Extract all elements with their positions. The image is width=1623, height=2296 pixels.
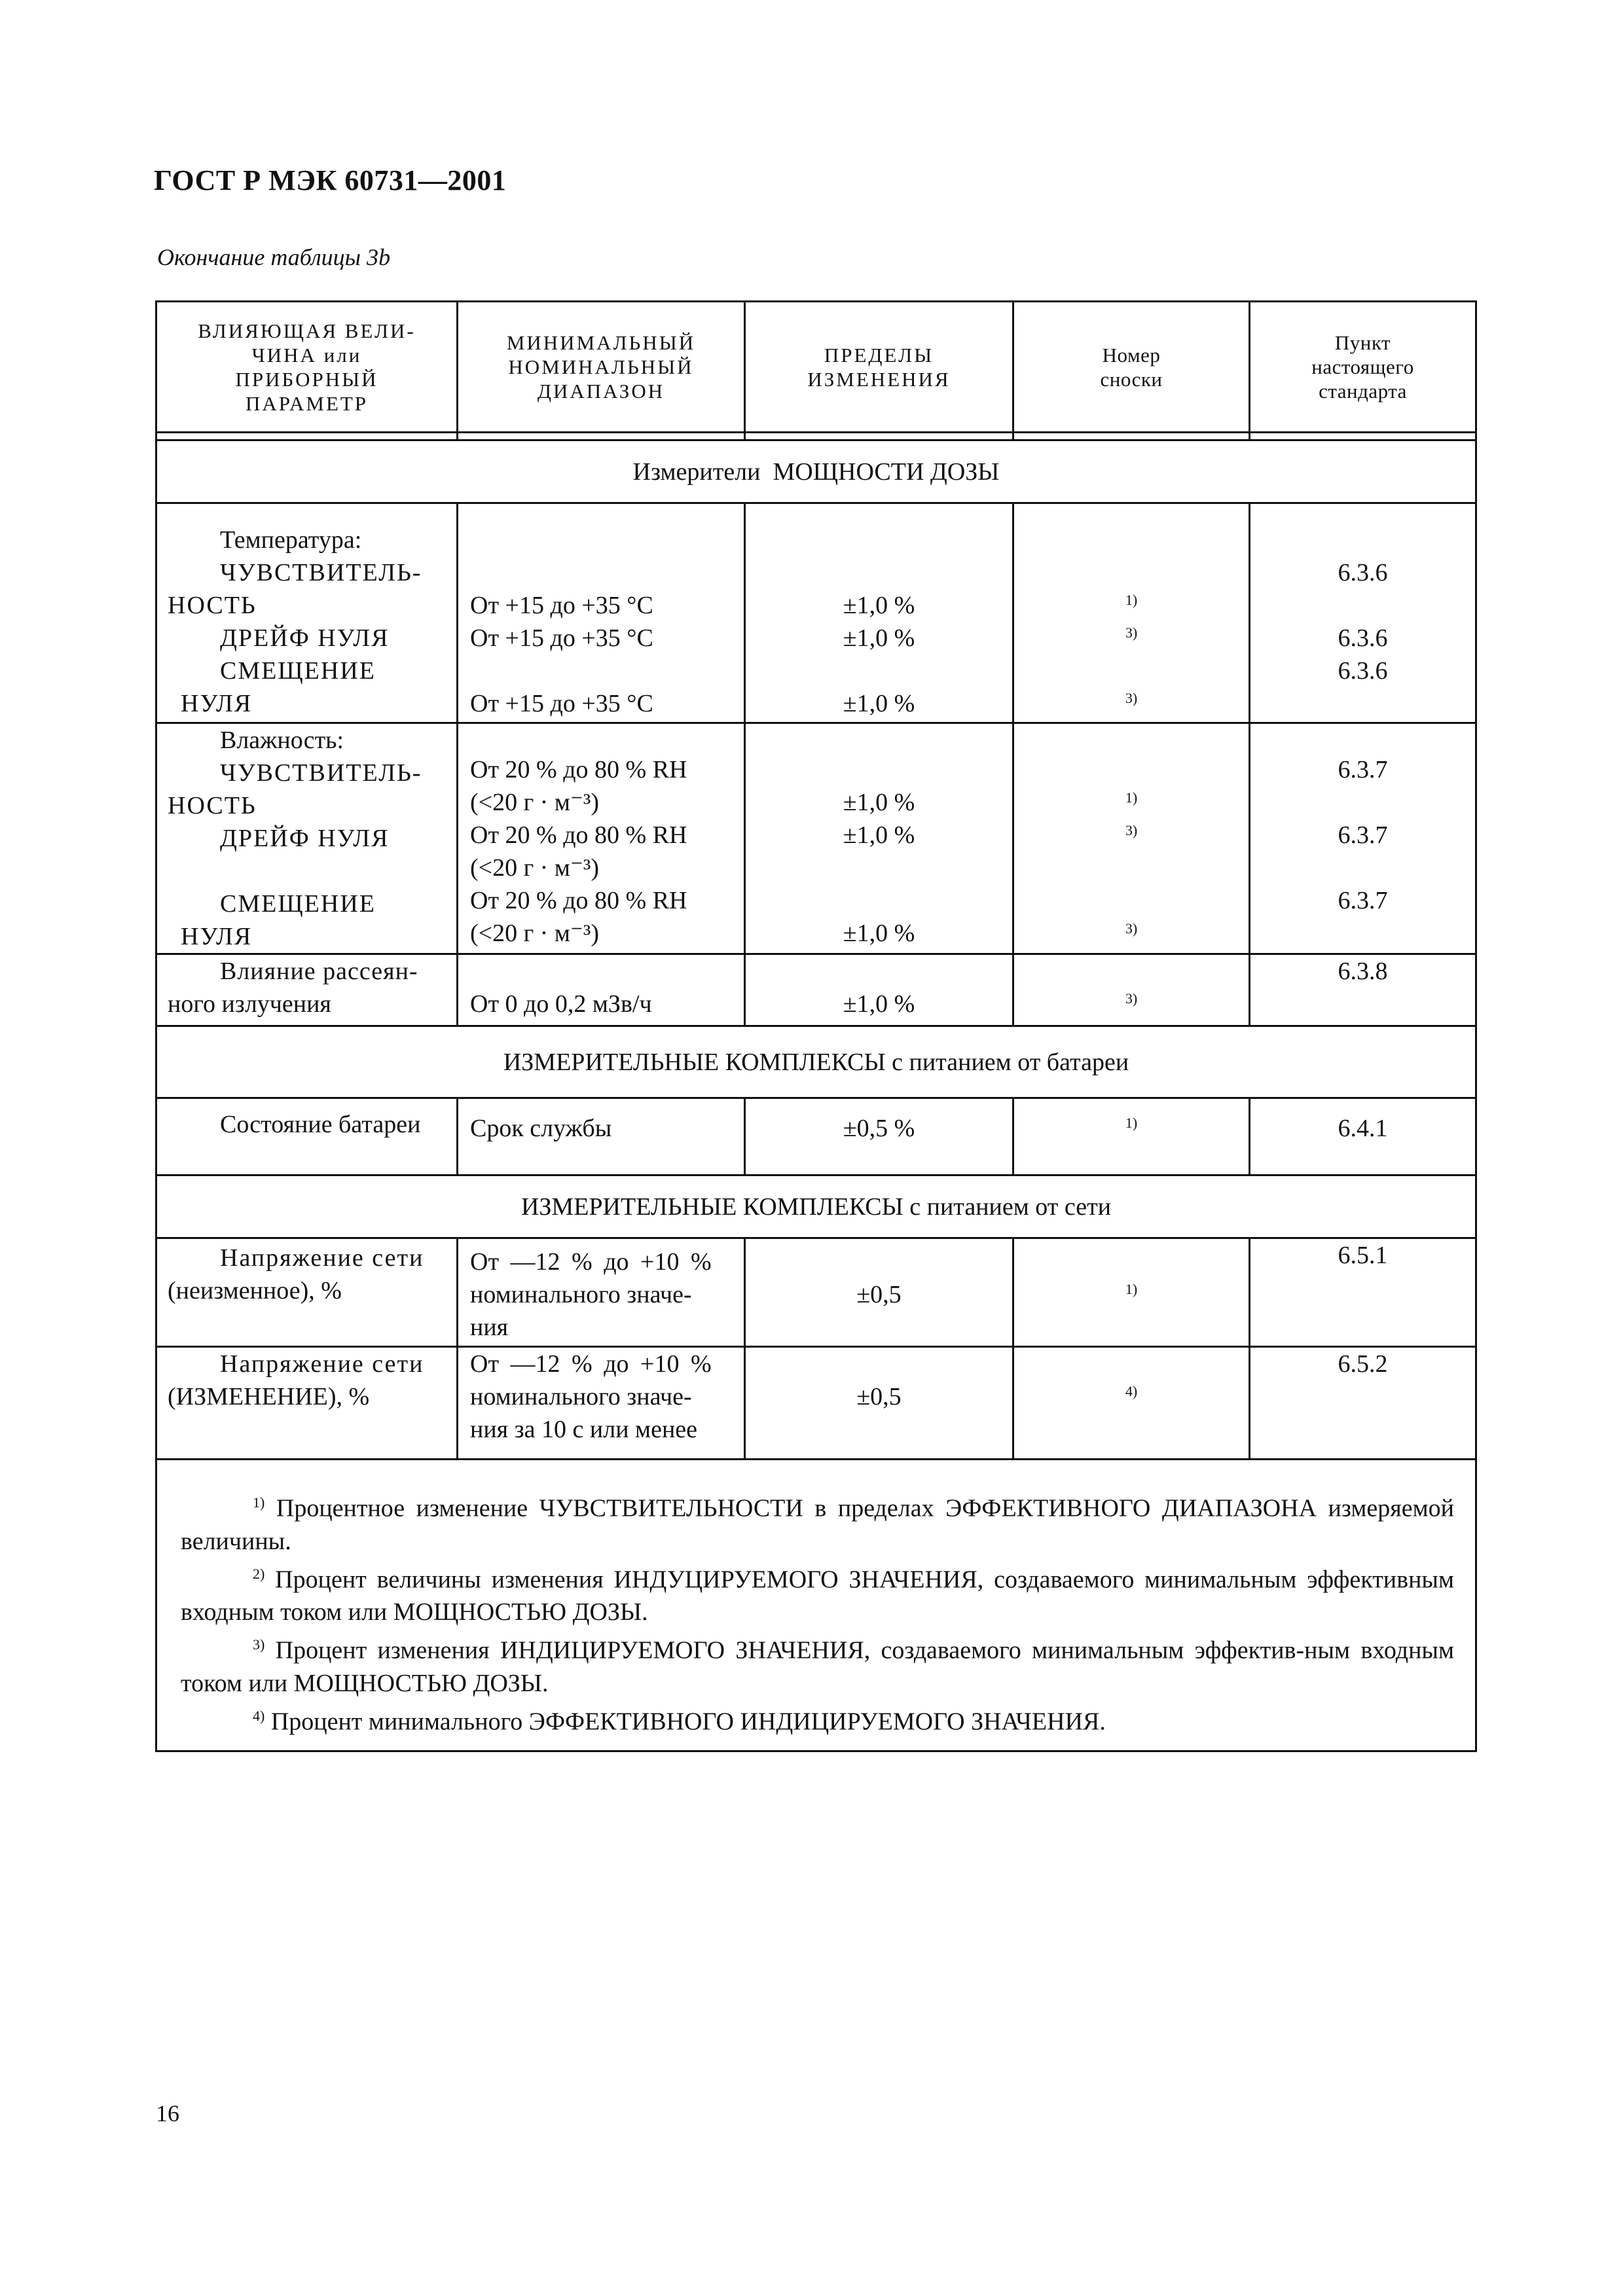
range-line: От —12 % до +10 % xyxy=(470,1248,712,1276)
column-header-range: МИНИМАЛЬНЫЙ НОМИНАЛЬНЫЙ ДИАПАЗОН xyxy=(458,302,745,433)
param-line: НУЛЯ xyxy=(181,923,253,950)
section-title: ИЗМЕРИТЕЛЬНЫЕ КОМПЛЕКСЫ с питанием от батареи xyxy=(156,1026,1476,1098)
param-line: СМЕЩЕНИЕ xyxy=(220,890,376,918)
table-row-temperature xyxy=(156,503,1476,723)
range-line: номинального значе- xyxy=(470,1383,692,1410)
range-line: (<20 г · м⁻³) xyxy=(470,854,599,882)
cell-clause xyxy=(1250,1347,1476,1460)
note-mark: 1) xyxy=(1125,1115,1138,1131)
cell-note xyxy=(1013,1238,1250,1347)
range-line: Срок службы xyxy=(470,1115,612,1142)
cell-note xyxy=(1013,723,1250,954)
note-mark: 1) xyxy=(1125,1281,1138,1297)
range-line: ния xyxy=(470,1314,509,1341)
cell-clause xyxy=(1250,723,1476,954)
section-title: ИЗМЕРИТЕЛЬНЫЕ КОМПЛЕКСЫ с питанием от сети xyxy=(156,1175,1476,1238)
param-line: НОСТЬ xyxy=(168,592,257,619)
document-title: ГОСТ Р МЭК 60731—2001 xyxy=(154,164,507,196)
table-caption: Окончание таблицы 3b xyxy=(157,244,391,270)
cell-limits xyxy=(745,1347,1013,1460)
range-line: номинального значе- xyxy=(470,1281,692,1308)
param-line: (ИЗМЕНЕНИЕ), % xyxy=(168,1383,370,1410)
cell-note xyxy=(1013,1098,1250,1175)
clause-number: 6.3.6 xyxy=(1338,559,1388,586)
footnote-mark: 1) xyxy=(253,1494,265,1511)
table-row-mains-change xyxy=(156,1347,1476,1460)
cell-clause xyxy=(1250,954,1476,1026)
param-line: ДРЕЙФ НУЛЯ xyxy=(220,825,390,852)
note-mark: 4) xyxy=(1125,1383,1138,1399)
limit-value: ±0,5 xyxy=(856,1383,902,1410)
range-line: ния за 10 с или менее xyxy=(470,1416,698,1443)
clause-number: 6.5.2 xyxy=(1338,1350,1388,1378)
cell-note xyxy=(1013,954,1250,1026)
param-line: ДРЕЙФ НУЛЯ xyxy=(220,624,390,652)
range-line: От +15 до +35 °C xyxy=(470,592,653,619)
clause-number: 6.3.7 xyxy=(1338,756,1388,783)
footnote xyxy=(181,1558,1454,1629)
param-line: НОСТЬ xyxy=(168,792,257,819)
footnote-text: Процент величины изменения ИНДУЦИРУЕМОГО ЗНАЧЕНИЯ, создаваемого минимальным эффективным входным током или МОЩНОСТЬЮ ДОЗЫ. xyxy=(181,1566,1454,1626)
param-line: Напряжение сети xyxy=(220,1350,424,1378)
cell-clause xyxy=(1250,1098,1476,1175)
clause-number: 6.3.7 xyxy=(1338,821,1388,849)
note-mark: 1) xyxy=(1125,789,1138,806)
table-row-scatter xyxy=(156,954,1476,1026)
cell-range xyxy=(458,954,745,1026)
range-line: От 20 % до 80 % RH xyxy=(470,887,687,914)
cell-limits xyxy=(745,1098,1013,1175)
cell-limits xyxy=(745,954,1013,1026)
param-line: Температура: xyxy=(220,526,362,554)
section-mains xyxy=(156,1175,1476,1238)
cell-range xyxy=(458,723,745,954)
limit-value: ±1,0 % xyxy=(843,592,915,619)
limit-value: ±1,0 % xyxy=(843,624,915,652)
table-row-humidity xyxy=(156,723,1476,954)
clause-number: 6.3.8 xyxy=(1338,958,1388,985)
note-mark: 3) xyxy=(1125,690,1138,706)
footnote xyxy=(181,1700,1454,1738)
param-line: Напряжение сети xyxy=(220,1244,424,1272)
page-number: 16 xyxy=(156,2100,179,2126)
param-line: НУЛЯ xyxy=(181,690,253,717)
cell-clause xyxy=(1250,503,1476,723)
param-line: СМЕЩЕНИЕ xyxy=(220,657,376,685)
cell-limits xyxy=(745,1238,1013,1347)
column-header-limits: ПРЕДЕЛЫ ИЗМЕНЕНИЯ xyxy=(745,302,1013,433)
cell-range xyxy=(458,1347,745,1460)
table-row-battery xyxy=(156,1098,1476,1175)
note-mark: 3) xyxy=(1125,920,1138,937)
param-line: Влажность: xyxy=(220,726,344,754)
footnote xyxy=(181,1486,1454,1558)
limit-value: ±1,0 % xyxy=(843,821,915,849)
param-line: Состояние батареи xyxy=(220,1111,421,1138)
footnote-text: Процент минимального ЭФФЕКТИВНОГО ИНДИЦИРУЕМОГО ЗНАЧЕНИЯ. xyxy=(270,1708,1106,1736)
param-line: Влияние рассеян- xyxy=(220,958,418,985)
clause-number: 6.3.7 xyxy=(1338,887,1388,914)
note-mark: 3) xyxy=(1125,990,1138,1007)
header-double-rule xyxy=(156,433,1476,440)
range-line: От +15 до +35 °C xyxy=(470,690,653,717)
limit-value: ±1,0 % xyxy=(843,789,915,816)
range-line: От 20 % до 80 % RH xyxy=(470,756,687,783)
limit-value: ±1,0 % xyxy=(843,920,915,947)
cell-range xyxy=(458,1238,745,1347)
cell-param xyxy=(156,503,458,723)
limit-value: ±0,5 xyxy=(856,1281,902,1308)
section-title: Измерители МОЩНОСТИ ДОЗЫ xyxy=(156,440,1476,503)
cell-limits xyxy=(745,503,1013,723)
footnotes xyxy=(156,1460,1476,1751)
clause-number: 6.4.1 xyxy=(1338,1115,1388,1142)
cell-param xyxy=(156,1347,458,1460)
influence-table xyxy=(155,300,1477,1752)
section-battery xyxy=(156,1026,1476,1098)
column-header-note: Номер сноски xyxy=(1013,302,1250,433)
table-header-row xyxy=(156,302,1476,433)
cell-param xyxy=(156,723,458,954)
param-line: ного излучения xyxy=(168,990,331,1018)
cell-param xyxy=(156,1098,458,1175)
cell-param xyxy=(156,954,458,1026)
param-line: ЧУВСТВИТЕЛЬ- xyxy=(220,559,422,586)
cell-clause xyxy=(1250,1238,1476,1347)
range-line: (<20 г · м⁻³) xyxy=(470,920,599,947)
footnote-mark: 2) xyxy=(253,1565,265,1582)
range-line: (<20 г · м⁻³) xyxy=(470,789,599,816)
footnote-mark: 4) xyxy=(253,1707,265,1724)
range-line: От +15 до +35 °C xyxy=(470,624,653,652)
cell-range xyxy=(458,503,745,723)
range-line: От 0 до 0,2 мЗв/ч xyxy=(470,990,652,1018)
cell-range xyxy=(458,1098,745,1175)
limit-value: ±0,5 % xyxy=(843,1115,915,1142)
footnote xyxy=(181,1628,1454,1700)
clause-number: 6.3.6 xyxy=(1338,657,1388,685)
clause-number: 6.3.6 xyxy=(1338,624,1388,652)
footnote-text: Процент изменения ИНДИЦИРУЕМОГО ЗНАЧЕНИЯ, создаваемого минимальным эффектив-ным входным током или МОЩНОСТЬЮ ДОЗЫ. xyxy=(181,1636,1455,1697)
param-line: ЧУВСТВИТЕЛЬ- xyxy=(220,759,422,787)
note-mark: 3) xyxy=(1125,624,1138,641)
cell-note xyxy=(1013,503,1250,723)
section-dose-rate xyxy=(156,440,1476,503)
table-row-mains-constant xyxy=(156,1238,1476,1347)
range-line: От 20 % до 80 % RH xyxy=(470,821,687,849)
note-mark: 1) xyxy=(1125,592,1138,608)
column-header-clause: Пункт настоящего стандарта xyxy=(1250,302,1476,433)
clause-number: 6.5.1 xyxy=(1338,1242,1388,1269)
footnote-mark: 3) xyxy=(253,1636,265,1653)
table-footnotes-row xyxy=(156,1460,1476,1751)
cell-note xyxy=(1013,1347,1250,1460)
cell-limits xyxy=(745,723,1013,954)
limit-value: ±1,0 % xyxy=(843,690,915,717)
param-line: (неизменное), % xyxy=(168,1277,342,1304)
column-header-parameter: ВЛИЯЮЩАЯ ВЕЛИ- ЧИНА или ПРИБОРНЫЙ ПАРАМЕТР xyxy=(156,302,458,433)
limit-value: ±1,0 % xyxy=(843,990,915,1018)
note-mark: 3) xyxy=(1125,822,1138,838)
range-line: От —12 % до +10 % xyxy=(470,1350,712,1378)
footnote-text: Процентное изменение ЧУВСТВИТЕЛЬНОСТИ в пределах ЭФФЕКТИВНОГО ДИАПАЗОНА измеряемой величины. xyxy=(181,1494,1454,1555)
cell-param xyxy=(156,1238,458,1347)
